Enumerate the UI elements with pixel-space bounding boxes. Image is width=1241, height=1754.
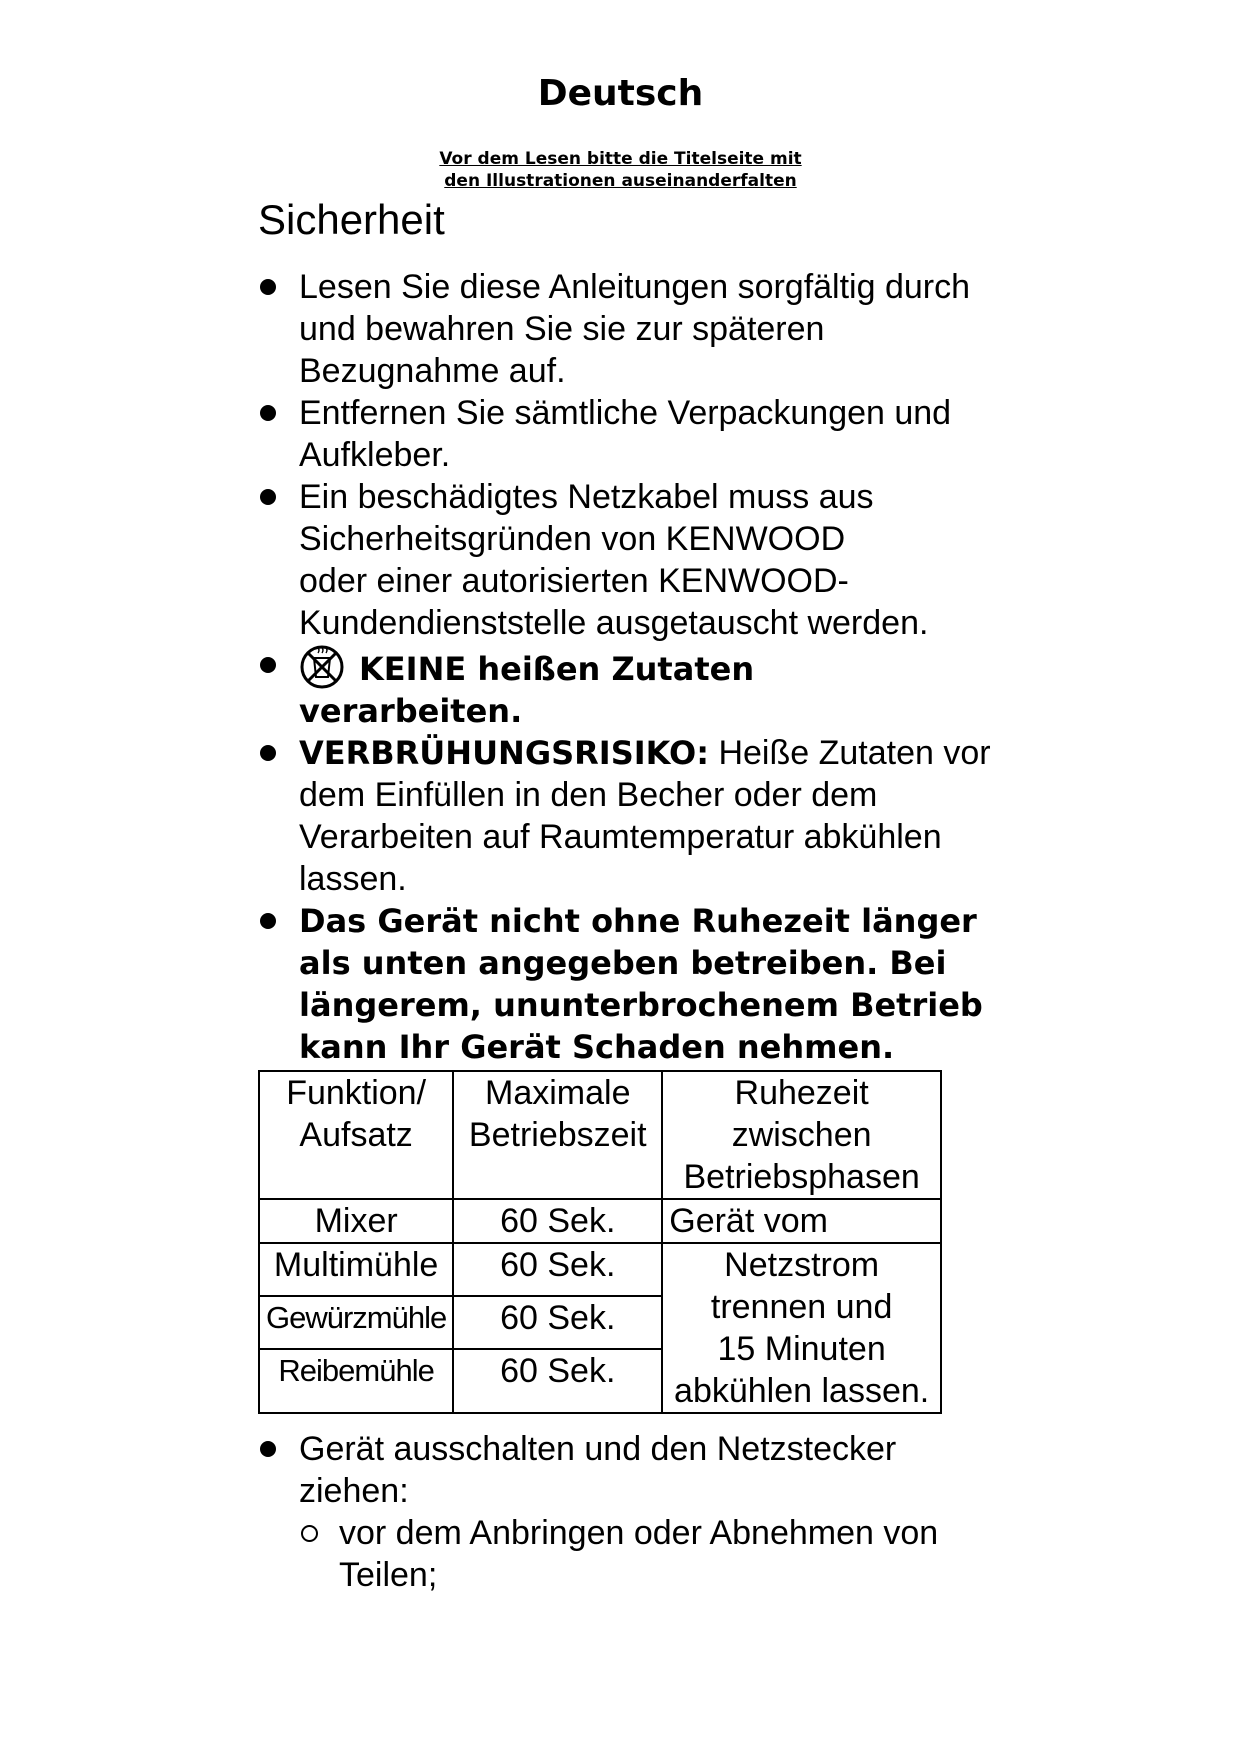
hot-ingredients-warning-line-2: verarbeiten. [299, 692, 523, 730]
cell-text: 60 Sek. [500, 1202, 616, 1240]
cell-text: abkühlen lassen. [674, 1372, 930, 1410]
scald-risk-label: VERBRÜHUNGSRISIKO: [299, 734, 709, 772]
safety-text-line: oder einer autorisierten KENWOOD- [299, 562, 849, 600]
notice-line-2: den Illustrationen auseinanderfalten [444, 171, 797, 191]
safety-content [258, 266, 998, 1596]
cell-function [259, 1349, 453, 1413]
cell-function [259, 1296, 453, 1349]
safety-item-rest-period [258, 900, 998, 1068]
safety-text: Lesen Sie diese Anleitungen sorgfältig durch und bewahren Sie sie zur späteren Bezugnahme auf. [299, 268, 971, 390]
bullet-icon [260, 657, 276, 673]
cell-text: 60 Sek. [500, 1246, 616, 1284]
header-function [259, 1071, 453, 1199]
hot-ingredients-warning-line-1: KEINE heißen Zutaten [359, 650, 755, 688]
safety-item-scald-risk [258, 732, 998, 900]
cell-rest-instructions [662, 1243, 941, 1413]
operating-time-table [258, 1070, 942, 1414]
scald-risk-text: Heiße Zutaten vor dem Einfüllen in den Becher oder dem Verarbeiten auf Raumtemperatur abkühlen lassen. [299, 734, 991, 898]
unplug-sub-item [299, 1512, 998, 1596]
cell-function [259, 1199, 453, 1243]
section-title: Sicherheit [258, 196, 445, 243]
safety-item-read-instructions [258, 266, 998, 392]
cell-text: 15 Minuten [717, 1330, 886, 1368]
sub-bullet-icon [301, 1525, 318, 1542]
safety-item-packaging [258, 392, 998, 476]
header-text: Funktion/ [286, 1074, 427, 1112]
no-hot-liquid-icon [299, 644, 345, 690]
safety-list [258, 266, 998, 1068]
header-rest-time [662, 1071, 941, 1199]
header-text: Betriebszeit [468, 1116, 647, 1154]
cell-text: Multimühle [273, 1246, 439, 1284]
cell-function [259, 1243, 453, 1296]
bullet-icon [260, 489, 276, 505]
notice-line-1: Vor dem Lesen bitte die Titelseite mit [439, 149, 802, 169]
header-max-time [453, 1071, 662, 1199]
bullet-icon [260, 1441, 276, 1457]
cell-time [453, 1199, 662, 1243]
safety-text-line: Ein beschädigtes Netzkabel muss aus [299, 478, 874, 516]
table-header-row [259, 1071, 941, 1199]
cell-text: 60 Sek. [500, 1352, 616, 1390]
safety-item-no-hot-ingredients [258, 644, 998, 732]
cell-time [453, 1349, 662, 1413]
cell-time [453, 1296, 662, 1349]
bullet-icon [260, 405, 276, 421]
safety-text-line: Sicherheitsgründen von KENWOOD [299, 520, 846, 558]
cell-rest-top [662, 1199, 941, 1243]
bullet-icon [260, 279, 276, 295]
header-text: Aufsatz [299, 1116, 413, 1154]
unplug-sub-list [299, 1512, 998, 1596]
rest-period-warning: Das Gerät nicht ohne Ruhezeit länger als unten angegeben betreiben. Bei längerem, ununterbrochenem Betrieb kann Ihr Gerät Schaden nehmen. [299, 902, 983, 1066]
cell-text: Mixer [314, 1202, 398, 1240]
language-heading: Deutsch [537, 73, 704, 114]
header-text: Betriebsphasen [683, 1158, 920, 1196]
header-text: zwischen [731, 1116, 872, 1154]
safety-item-unplug [258, 1428, 998, 1596]
safety-text: Entfernen Sie sämtliche Verpackungen und Aufkleber. [299, 394, 952, 474]
header-text: Ruhezeit [734, 1074, 869, 1112]
fold-out-notice [0, 148, 1241, 192]
safety-item-power-cord [258, 476, 998, 644]
bullet-icon [260, 913, 276, 929]
cell-time [453, 1243, 662, 1296]
table-row [259, 1199, 941, 1243]
cell-text: Gewürzmühle [266, 1300, 447, 1335]
safety-text-line: Kundendienststelle ausgetauscht werden. [299, 604, 929, 642]
sub-item-text: vor dem Anbringen oder Abnehmen von Teilen; [339, 1514, 939, 1594]
header-text: Maximale [485, 1074, 631, 1112]
bullet-icon [260, 745, 276, 761]
cell-text: Reibemühle [278, 1353, 434, 1388]
cell-text: 60 Sek. [500, 1299, 616, 1337]
cell-text: Netzstrom [724, 1246, 880, 1284]
cell-text: trennen und [710, 1288, 893, 1326]
table-row [259, 1243, 941, 1296]
safety-list-continued [258, 1428, 998, 1596]
cell-text: Gerät vom [669, 1202, 828, 1240]
safety-text: Gerät ausschalten und den Netzstecker ziehen: [299, 1430, 897, 1510]
